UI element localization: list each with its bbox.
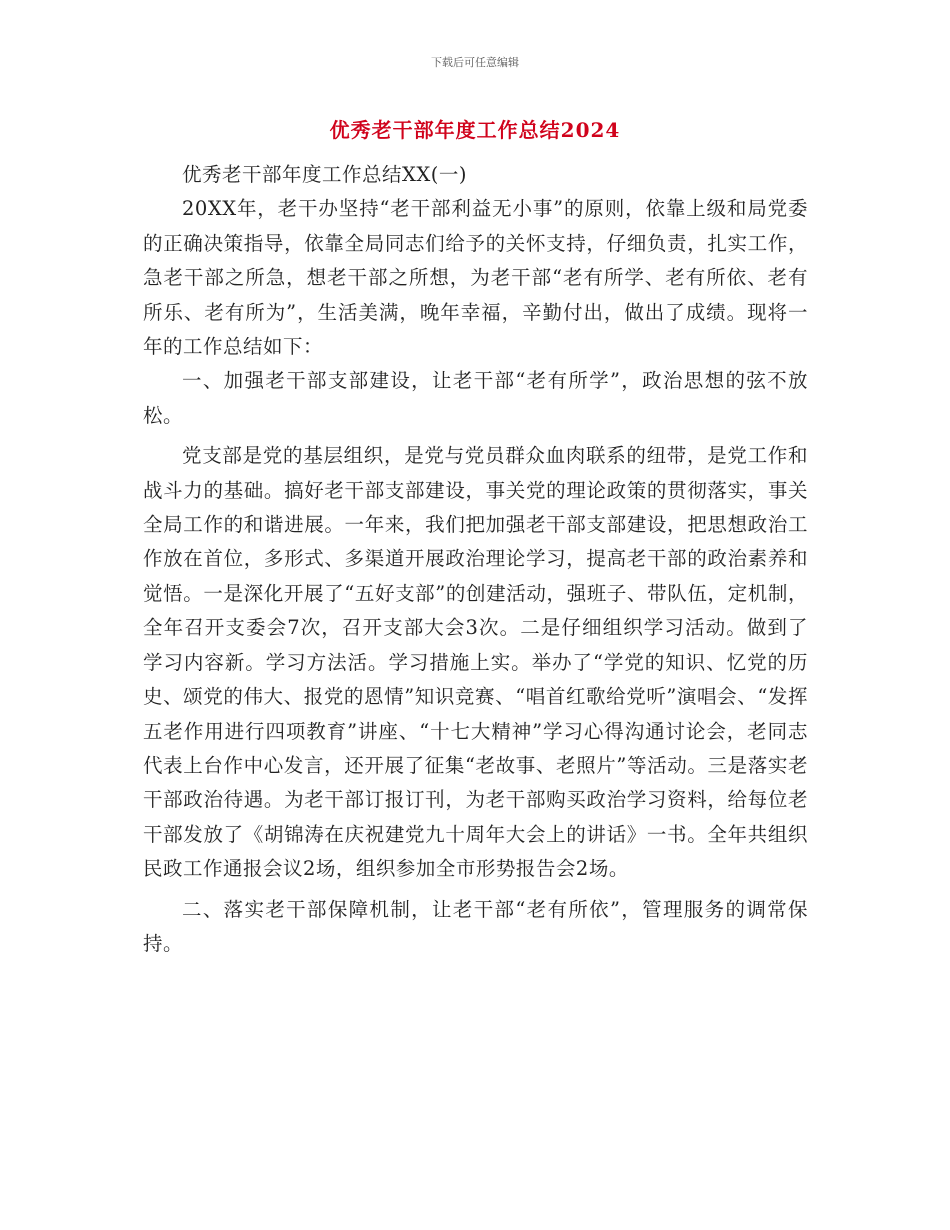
intro-paragraph: 20XX年，老干办坚持“老干部利益无小事”的原则，依靠上级和局党委的正确决策指导，依靠全局同志们给予的关怀支持，仔细负责，扎实工作，急老干部之所急，想老干部之所想，为老干部“老有所学、老有所依、老有所乐、老有所为”，生活美满，晚年幸福，辛勤付出，做出了成绩。现将一年的工作总结如下：: [143, 197, 808, 359]
section-heading-2: 二、落实老干部保障机制，让老干部“老有所依”，管理服务的调常保持。: [143, 897, 808, 955]
document-body: [143, 158, 808, 961]
header-note: 下载后可任意编辑: [431, 56, 519, 69]
section-1-body: 党支部是党的基层组织，是党与党员群众血肉联系的纽带，是党工作和战斗力的基础。搞好老干部支部建设，事关党的理论政策的贯彻落实，事关全局工作的和谐进展。一年来，我们把加强老干部支部建设，把思想政治工作放在首位，多形式、多渠道开展政治理论学习，提高老干部的政治素养和觉悟。一是深化开展了“五好支部”的创建活动，强班子、带队伍，定机制，全年召开支委会7次，召开支部大会3次。二是仔细组织学习活动。做到了学习内容新。学习方法活。学习措施上实。举办了“学党的知识、忆党的历史、颂党的伟大、报党的恩情”知识竞赛、“唱首红歌给党听”演唱会、“发挥五老作用进行四项教育”讲座、“十七大精神”学习心得沟通讨论会，老同志代表上台作中心发言，还开展了征集“老故事、老照片”等活动。三是落实老干部政治待遇。为老干部订报订刊，为老干部购买政治学习资料，给每位老干部发放了《胡锦涛在庆祝建党九十周年大会上的讲话》一书。全年共组织民政工作通报会议2场，组织参加全市形势报告会2场。: [143, 444, 808, 881]
subtitle-paragraph: 优秀老干部年度工作总结XX(一): [182, 163, 467, 186]
section-heading-1: 一、加强老干部支部建设，让老干部“老有所学”，政治思想的弦不放松。: [143, 369, 808, 427]
document-title: 优秀老干部年度工作总结2024: [329, 118, 621, 142]
